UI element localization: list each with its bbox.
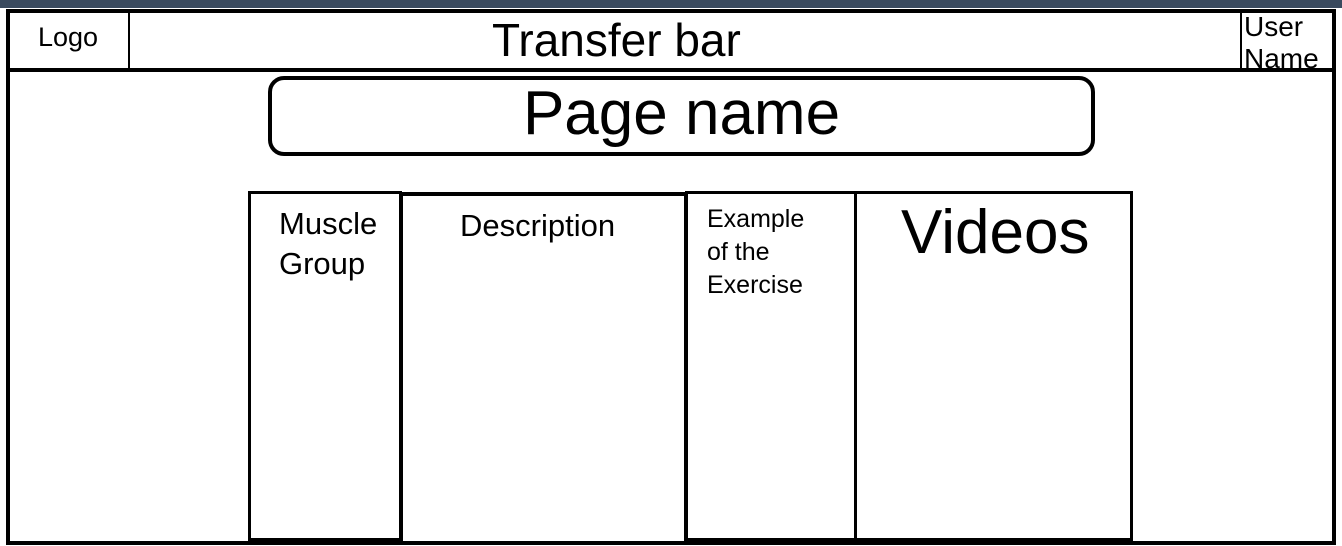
muscle-group-line-2: Group — [279, 246, 366, 281]
logo-divider — [128, 11, 130, 69]
logo[interactable] — [38, 22, 98, 52]
logo-label: Logo — [38, 22, 99, 52]
videos-heading: Videos — [901, 198, 1090, 267]
user-name-line-1: User — [1244, 11, 1304, 42]
example-heading — [707, 203, 804, 302]
header-divider — [6, 68, 1336, 72]
muscle-group-line-1: Muscle — [279, 206, 378, 241]
example-line-2: of the — [707, 238, 770, 266]
page-name-box — [268, 76, 1095, 156]
user-name[interactable] — [1244, 11, 1319, 75]
example-line-1: Example — [707, 205, 805, 233]
user-divider — [1240, 11, 1242, 69]
transfer-bar-label: Transfer bar — [492, 14, 741, 66]
transfer-bar[interactable] — [492, 15, 741, 65]
description-heading: Description — [460, 208, 616, 243]
page-title: Page name — [522, 79, 841, 148]
window-top-strip — [0, 0, 1342, 8]
user-name-line-2: Name — [1244, 43, 1319, 74]
example-line-3: Exercise — [707, 271, 803, 299]
description-column — [399, 192, 688, 545]
muscle-group-heading — [279, 204, 377, 284]
